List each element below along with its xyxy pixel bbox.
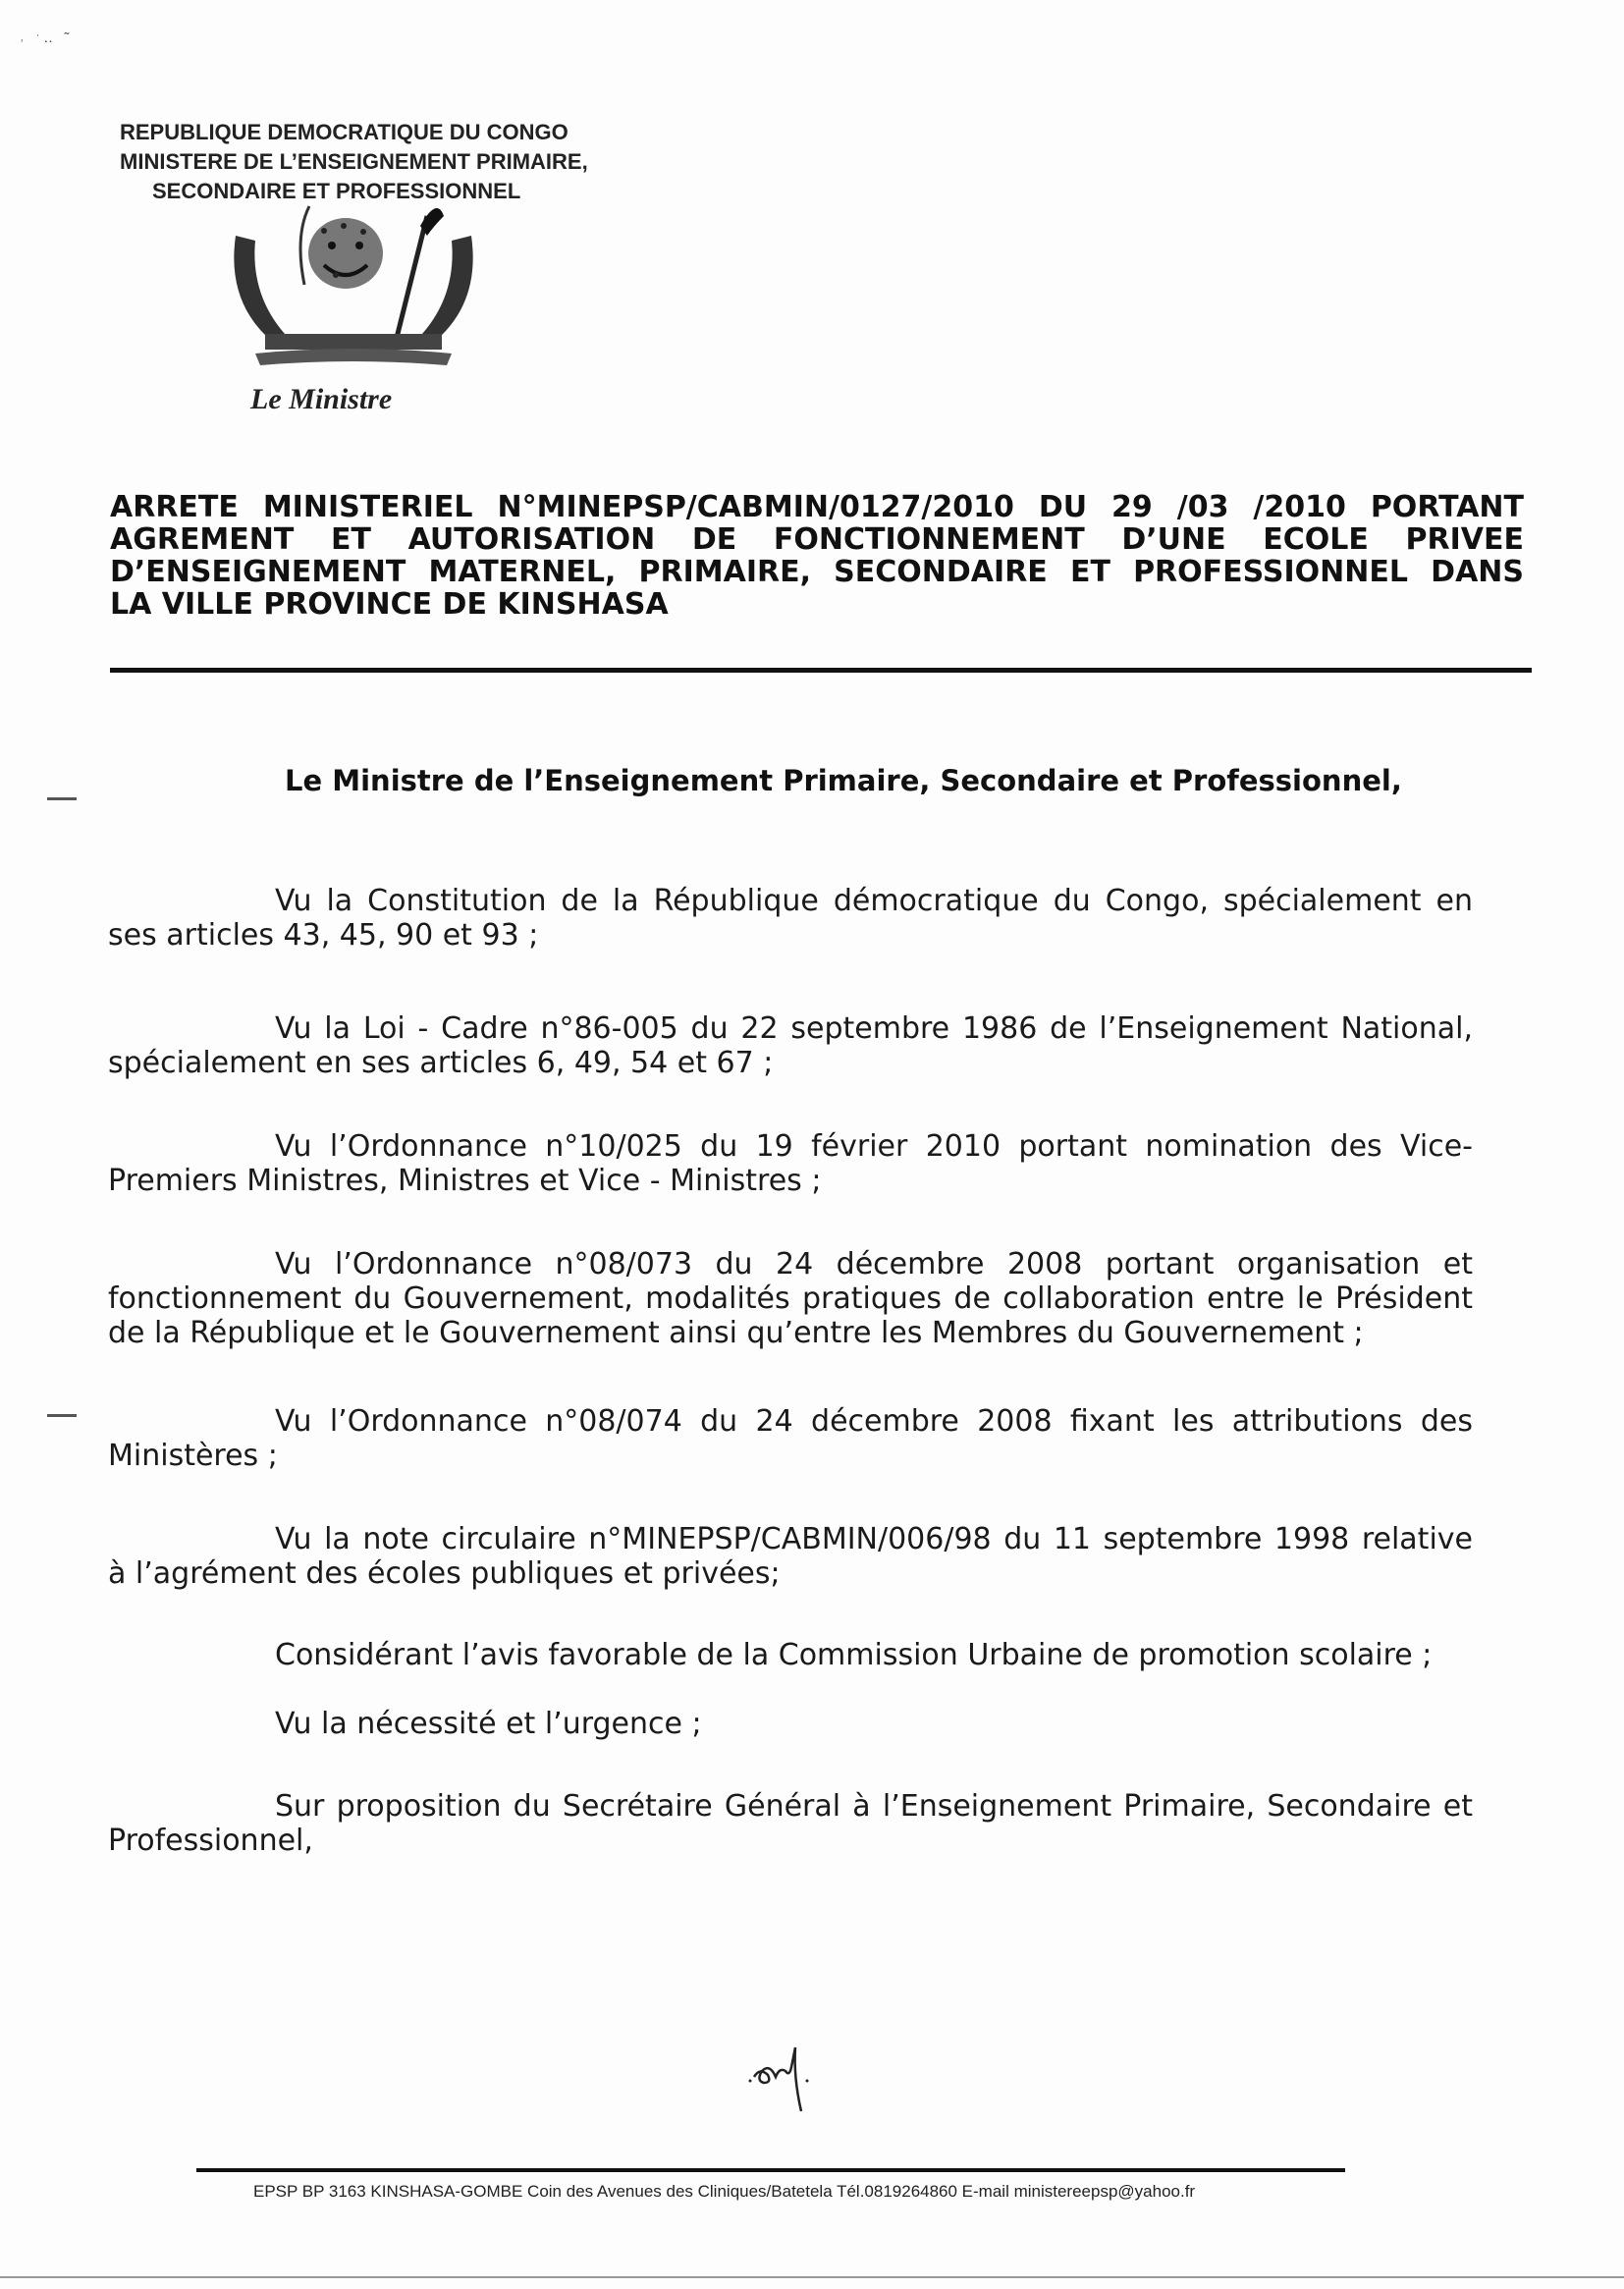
preamble-paragraph: Vu la note circulaire n°MINEPSP/CABMIN/006/98 du 11 septembre 1998 relative à l’agrément des écoles publiques et privées; [108, 1522, 1473, 1591]
title-line: AGREMENT ET AUTORISATION DE FONCTIONNEMENT D’UNE ECOLE PRIVEE [110, 522, 1524, 557]
header-ministry-cont: SECONDAIRE ET PROFESSIONNEL [152, 179, 521, 203]
signature-label: Le Ministre [250, 383, 393, 415]
footer-divider [196, 2168, 1345, 2172]
title-line: ARRETE MINISTERIEL N°MINEPSP/CABMIN/0127/2010 DU 29 /03 /2010 PORTANT [110, 490, 1524, 524]
preamble-paragraph: Vu l’Ordonnance n°08/073 du 24 décembre 2008 portant organisation et fonctionnement du Gouvernement, modalités pratiques de collaboration entre le Président de la République et le Gouvernement ainsi qu’entre les Membres du Gouvernement ; [108, 1247, 1473, 1350]
preamble-paragraph: Sur proposition du Secrétaire Général à l’Enseignement Primaire, Secondaire et Professionnel, [108, 1789, 1473, 1858]
scan-edge-mark [47, 1414, 77, 1417]
title-line: LA VILLE PROVINCE DE KINSHASA [110, 587, 669, 622]
minister-heading: Le Ministre de l’Enseignement Primaire, Secondaire et Professionnel, [285, 764, 1402, 797]
preamble-paragraph: Vu la nécessité et l’urgence ; [275, 1707, 702, 1741]
coat-of-arms-emblem-icon [226, 196, 481, 373]
title-line: D’ENSEIGNEMENT MATERNEL, PRIMAIRE, SECONDAIRE ET PROFESSIONNEL DANS [110, 555, 1524, 589]
preamble-paragraph: Vu l’Ordonnance n°10/025 du 19 février 2010 portant nomination des Vice-Premiers Ministres, Ministres et Vice - Ministres ; [108, 1129, 1473, 1198]
preamble-paragraph: Vu la Constitution de la République démocratique du Congo, spécialement en ses articles 43, 45, 90 et 93 ; [108, 884, 1473, 953]
scan-bottom-edge [0, 2276, 1624, 2278]
preamble-paragraph: Vu la Loi - Cadre n°86-005 du 22 septembre 1986 de l’Enseignement National, spécialement en ses articles 6, 49, 54 et 67 ; [108, 1011, 1473, 1080]
header-republic: REPUBLIQUE DEMOCRATIQUE DU CONGO [120, 120, 568, 144]
preamble-paragraph: Vu l’Ordonnance n°08/074 du 24 décembre 2008 fixant les attributions des Ministères ; [108, 1404, 1473, 1473]
footer-address: EPSP BP 3163 KINSHASA-GOMBE Coin des Avenues des Cliniques/Batetela Tél.0819264860 E-mail ministereepsp@yahoo.fr [253, 2182, 1196, 2201]
scan-edge-mark [47, 797, 77, 800]
decree-title [110, 491, 1524, 621]
header-ministry: MINISTERE DE L’ENSEIGNEMENT PRIMAIRE, [120, 149, 588, 174]
scan-specks: ˒ ˑ‥ ˜ [20, 29, 74, 45]
preamble-paragraph: Considérant l’avis favorable de la Commission Urbaine de promotion scolaire ; [275, 1638, 1433, 1672]
handwritten-initials-icon [746, 2038, 825, 2116]
title-divider [110, 668, 1532, 673]
